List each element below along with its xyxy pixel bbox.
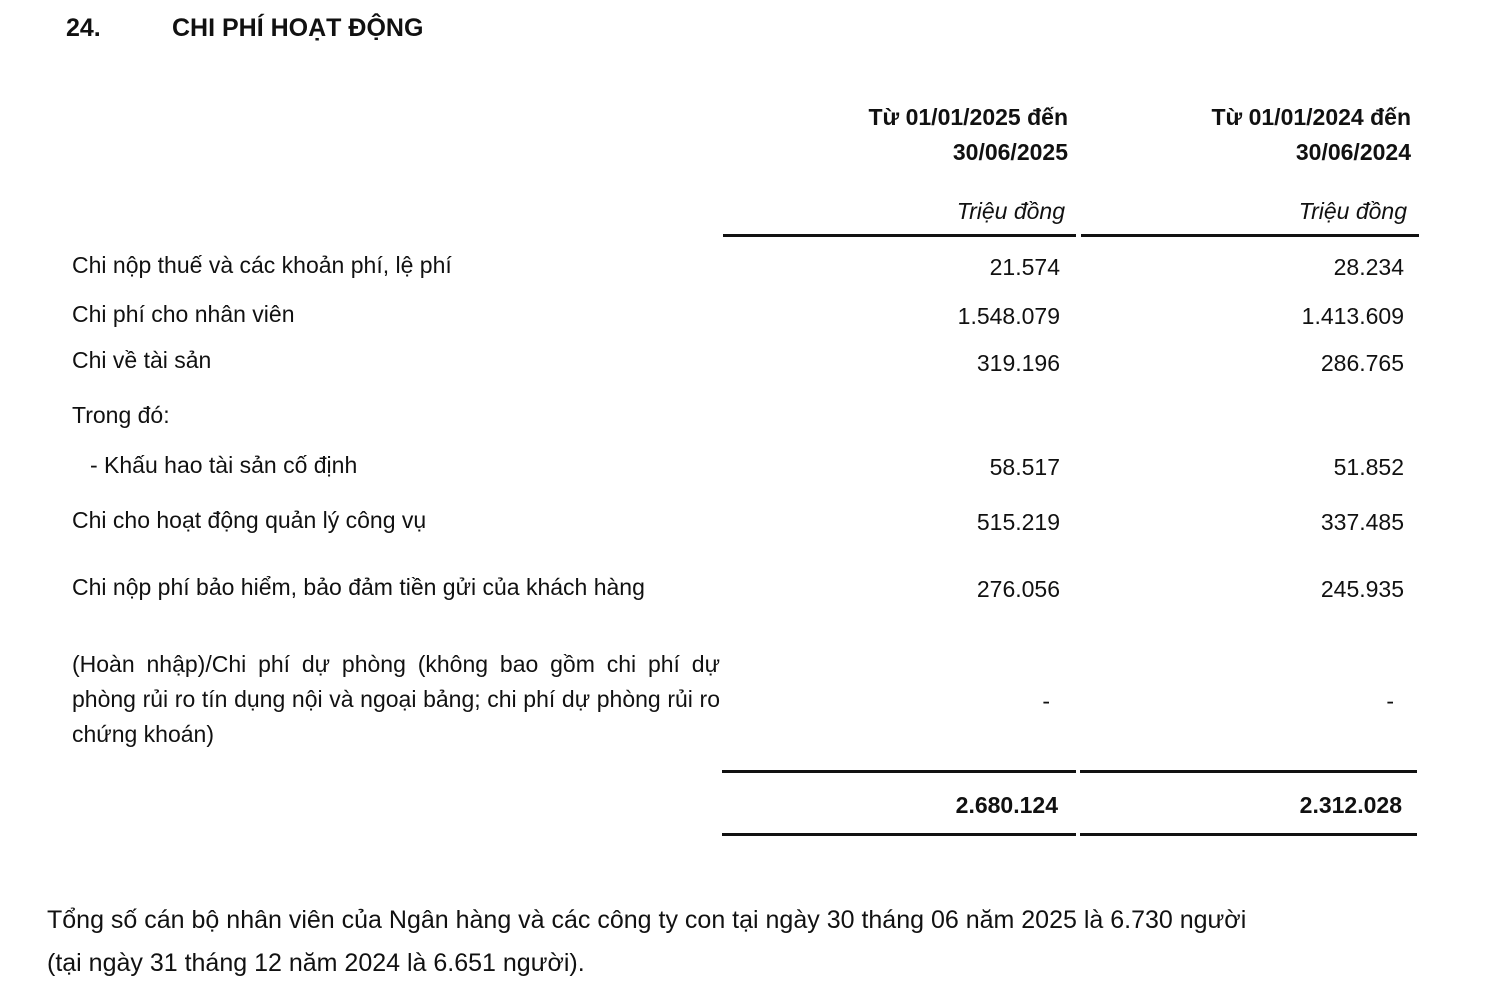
unit-label-2024: Triệu đồng — [1298, 198, 1407, 224]
total-bottom-line-2025 — [722, 833, 1076, 836]
total-value-2025: 2.680.124 — [955, 792, 1058, 818]
row-value-2025-taxes-fees: 21.574 — [989, 254, 1060, 280]
row-label-asset-costs: Chi về tài sản — [72, 347, 212, 373]
column-header-2024-line2: 30/06/2024 — [1295, 139, 1411, 165]
column-header-2025 — [760, 100, 1068, 170]
row-label-provision: (Hoàn nhập)/Chi phí dự phòng (không bao gồm chi phí dự phòng rủi ro tín dụng nội và ngoại bảng; chi phí dự phòng rủi ro chứng khoán) — [72, 651, 720, 747]
total-top-line-2024 — [1080, 770, 1417, 773]
total-bottom-line-2024 — [1080, 833, 1417, 836]
row-value-2024-deposit-insurance: 245.935 — [1320, 576, 1404, 602]
footnote-line-1: Tổng số cán bộ nhân viên của Ngân hàng và các công ty con tại ngày 30 tháng 06 năm 2025 là 6.730 người — [47, 906, 1247, 934]
row-value-2024-provision: - — [1386, 688, 1394, 714]
row-label-depreciation: - Khấu hao tài sản cố định — [90, 452, 358, 478]
row-label-staff-costs: Chi phí cho nhân viên — [72, 301, 295, 327]
row-value-2024-depreciation: 51.852 — [1333, 454, 1404, 480]
section-number: 24. — [66, 14, 101, 42]
column-header-2024 — [1100, 100, 1411, 170]
row-value-2024-admin-operations: 337.485 — [1320, 509, 1404, 535]
row-value-2025-depreciation: 58.517 — [989, 454, 1060, 480]
row-label-admin-operations: Chi cho hoạt động quản lý công vụ — [72, 507, 427, 533]
column-header-2025-line2: 30/06/2025 — [952, 139, 1068, 165]
row-label-deposit-insurance: Chi nộp phí bảo hiểm, bảo đảm tiền gửi của khách hàng — [72, 574, 645, 600]
row-value-2024-taxes-fees: 28.234 — [1333, 254, 1404, 280]
row-value-2024-staff-costs: 1.413.609 — [1301, 303, 1404, 329]
row-value-2025-deposit-insurance: 276.056 — [976, 576, 1060, 602]
row-value-2025-staff-costs: 1.548.079 — [957, 303, 1060, 329]
column-header-2024-line1: Từ 01/01/2024 đến — [1211, 104, 1411, 130]
column-header-2025-line1: Từ 01/01/2025 đến — [868, 104, 1068, 130]
section-title: CHI PHÍ HOẠT ĐỘNG — [172, 14, 424, 42]
row-label-taxes-fees: Chi nộp thuế và các khoản phí, lệ phí — [72, 252, 452, 278]
row-value-2025-admin-operations: 515.219 — [976, 509, 1060, 535]
row-label-of-which: Trong đó: — [72, 402, 170, 428]
row-value-2025-asset-costs: 319.196 — [976, 350, 1060, 376]
footnote-line-2: (tại ngày 31 tháng 12 năm 2024 là 6.651 người). — [47, 949, 585, 977]
header-underline-2025 — [723, 234, 1076, 237]
row-value-2025-provision: - — [1042, 688, 1050, 714]
row-value-2024-asset-costs: 286.765 — [1320, 350, 1404, 376]
header-underline-2024 — [1081, 234, 1419, 237]
unit-label-2025: Triệu đồng — [956, 198, 1065, 224]
total-top-line-2025 — [722, 770, 1076, 773]
total-value-2024: 2.312.028 — [1299, 792, 1402, 818]
